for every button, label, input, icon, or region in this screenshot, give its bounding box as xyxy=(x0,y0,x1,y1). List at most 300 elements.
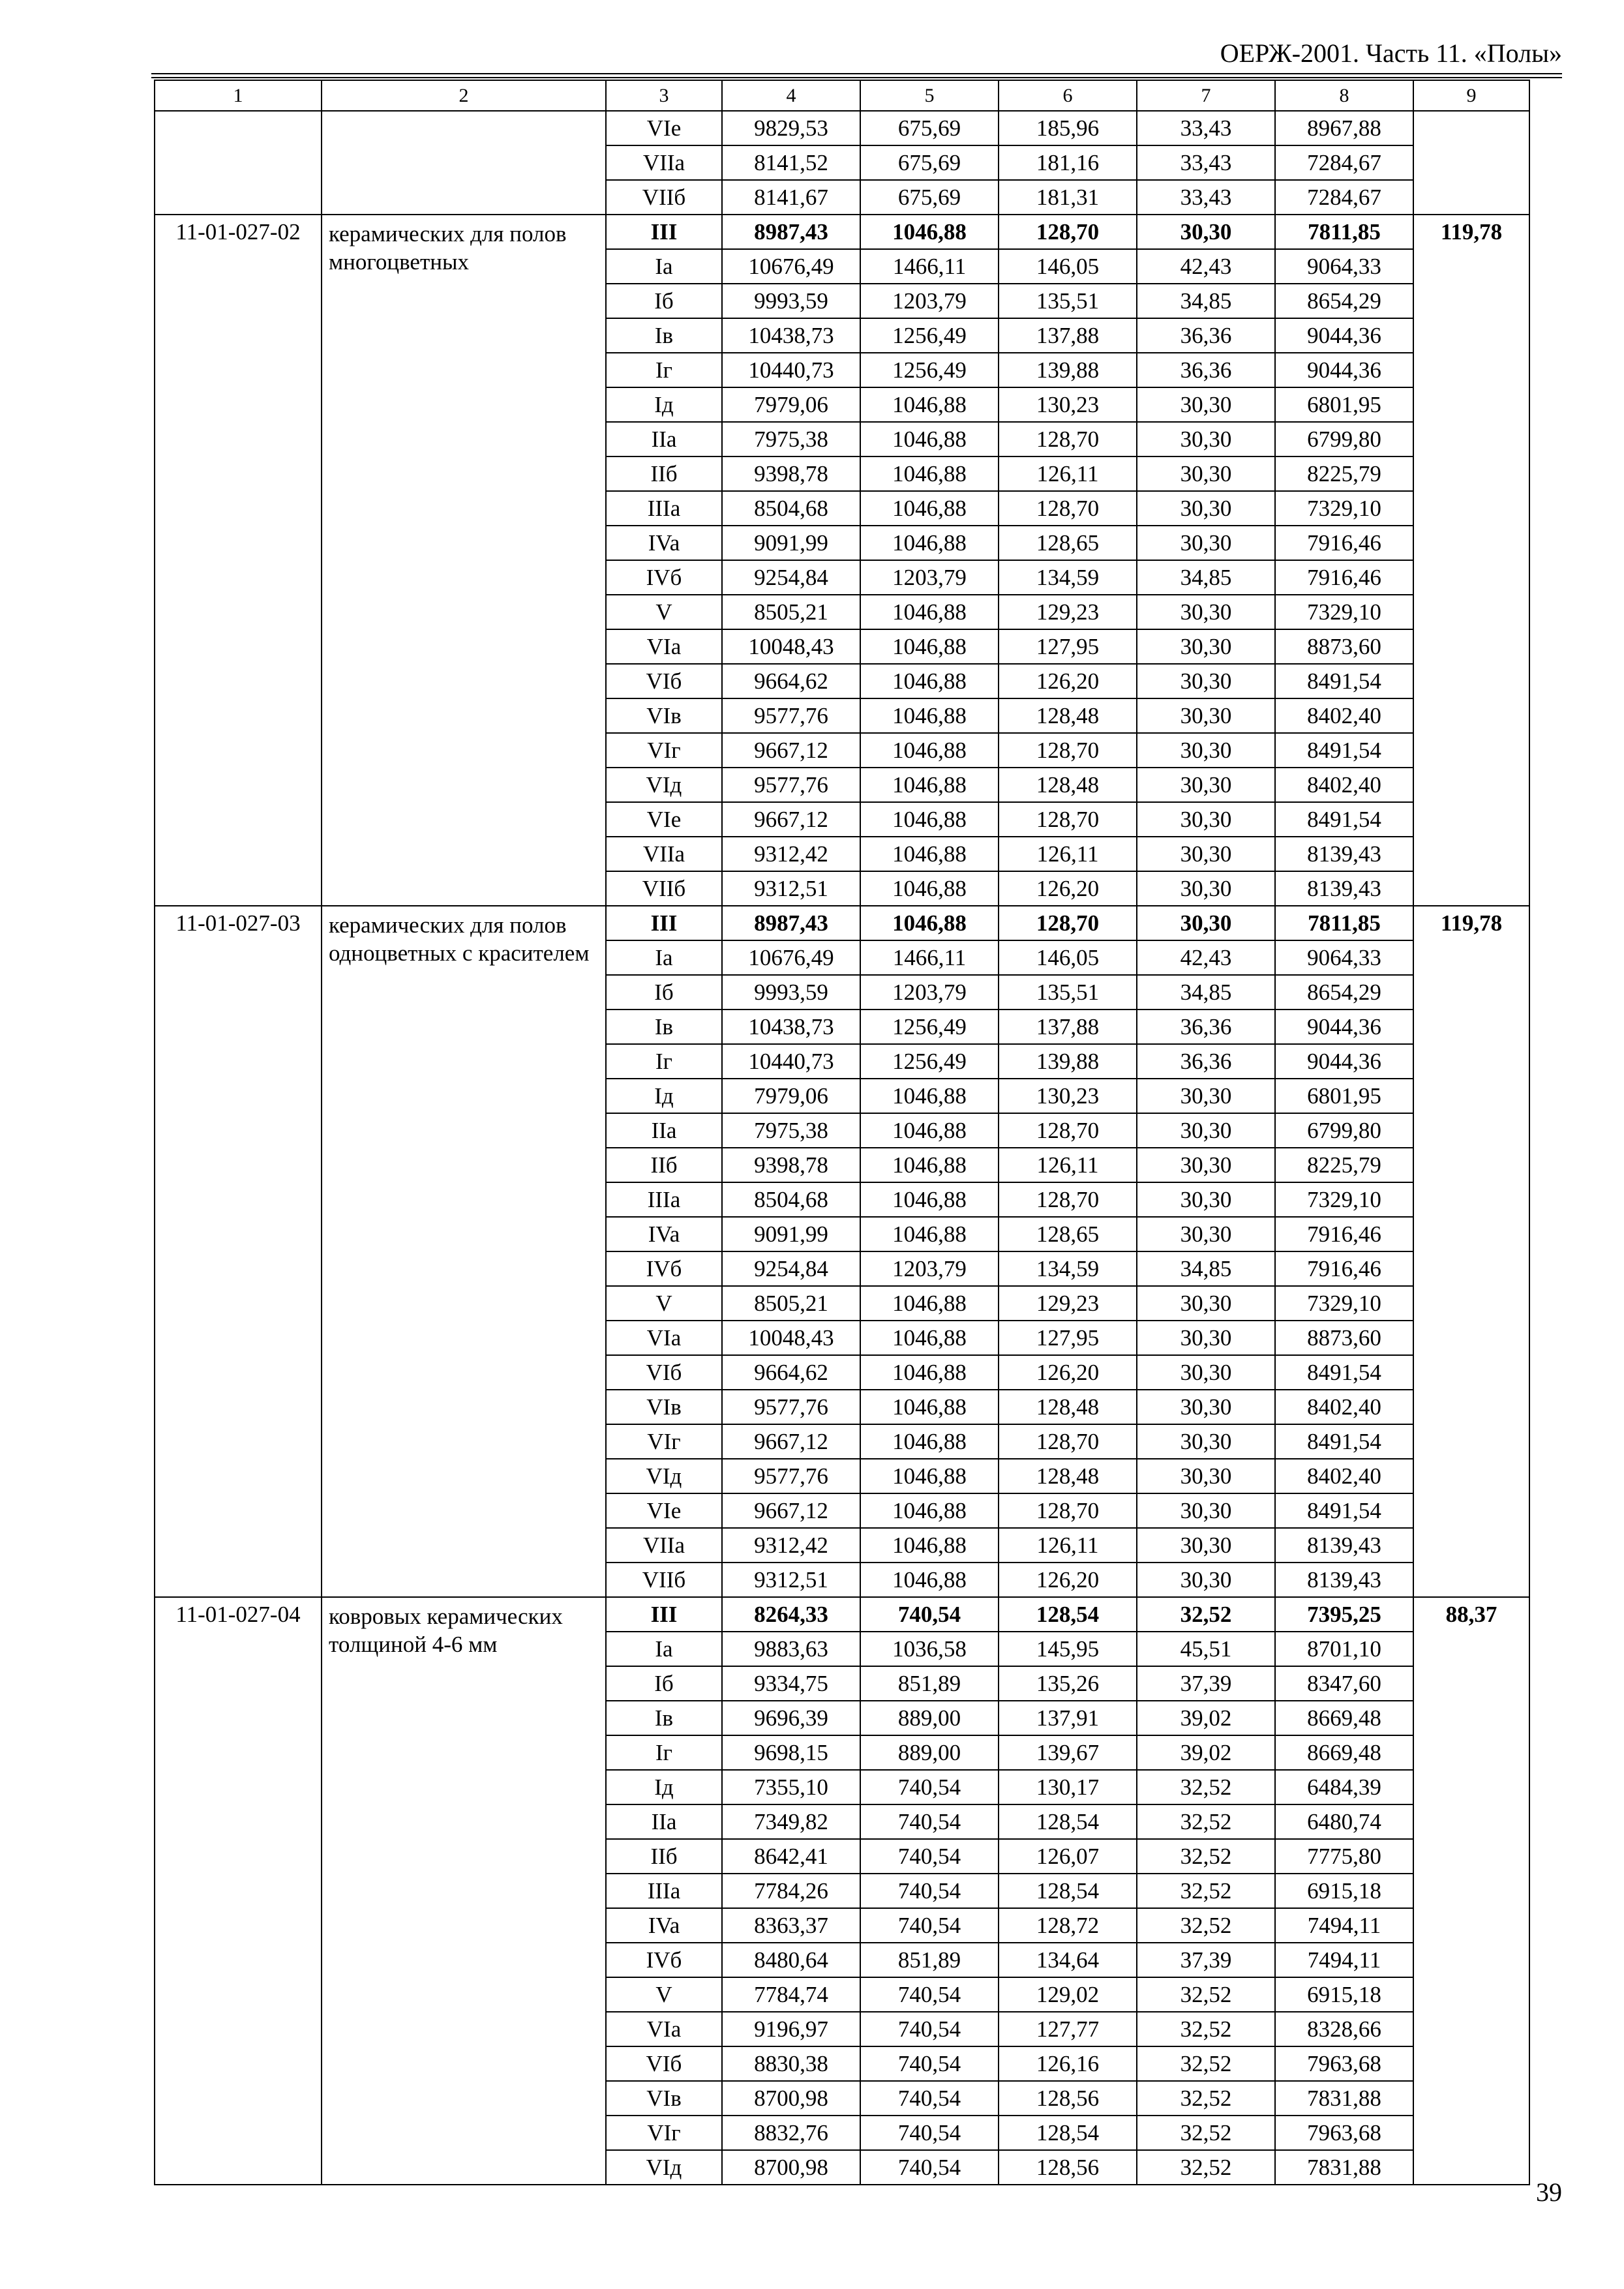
value-cell-c4: 7349,82 xyxy=(722,1804,860,1839)
value-cell-c7: 30,30 xyxy=(1137,1217,1275,1251)
value-cell-c8: 7329,10 xyxy=(1275,1182,1413,1217)
value-cell-c7: 32,52 xyxy=(1137,1804,1275,1839)
zone-cell: III xyxy=(606,215,722,249)
value-cell-c8: 8491,54 xyxy=(1275,664,1413,698)
value-cell-c5: 1046,88 xyxy=(860,664,999,698)
value-cell-c8: 7916,46 xyxy=(1275,526,1413,560)
zone-cell: Iб xyxy=(606,284,722,318)
value-cell-c8: 8491,54 xyxy=(1275,802,1413,837)
value-cell-c6: 137,88 xyxy=(999,1010,1137,1044)
zone-cell: Iд xyxy=(606,1770,722,1804)
zone-cell: VIв xyxy=(606,698,722,733)
value-cell-c7: 32,52 xyxy=(1137,1770,1275,1804)
value-cell-c7: 37,39 xyxy=(1137,1943,1275,1977)
zone-cell: VIIб xyxy=(606,1563,722,1597)
zone-cell: IVa xyxy=(606,1217,722,1251)
zone-cell: VIг xyxy=(606,733,722,768)
value-cell-c7: 30,30 xyxy=(1137,491,1275,526)
value-cell-c5: 675,69 xyxy=(860,111,999,145)
value-cell-c8: 8139,43 xyxy=(1275,837,1413,871)
zone-cell: VIг xyxy=(606,2116,722,2150)
table-row xyxy=(155,906,1529,940)
value-cell-c8: 8491,54 xyxy=(1275,1355,1413,1390)
value-cell-c5: 740,54 xyxy=(860,2046,999,2081)
value-cell-c8: 9044,36 xyxy=(1275,1044,1413,1079)
value-cell-c5: 1046,88 xyxy=(860,526,999,560)
value-cell-c6: 126,07 xyxy=(999,1839,1137,1874)
value-cell-c7: 45,51 xyxy=(1137,1632,1275,1666)
value-cell-c5: 1046,88 xyxy=(860,871,999,906)
value-cell-c7: 32,52 xyxy=(1137,1597,1275,1632)
zone-cell: Iб xyxy=(606,975,722,1010)
zone-cell: IIa xyxy=(606,1113,722,1148)
value-cell-c4: 9667,12 xyxy=(722,802,860,837)
value-cell-c8: 7811,85 xyxy=(1275,215,1413,249)
value-cell-c6: 128,70 xyxy=(999,733,1137,768)
value-cell-c7: 30,30 xyxy=(1137,595,1275,629)
value-cell-c5: 740,54 xyxy=(860,1770,999,1804)
value-cell-c7: 30,30 xyxy=(1137,733,1275,768)
column-number: 7 xyxy=(1137,80,1275,111)
value-cell-c4: 9667,12 xyxy=(722,1424,860,1459)
value-cell-c7: 32,52 xyxy=(1137,2081,1275,2116)
value-cell-c4: 8264,33 xyxy=(722,1597,860,1632)
zone-cell: III xyxy=(606,1597,722,1632)
value-cell-c8: 7916,46 xyxy=(1275,560,1413,595)
value-cell-c7: 30,30 xyxy=(1137,1563,1275,1597)
value-cell-c5: 1046,88 xyxy=(860,1459,999,1493)
zone-cell: Iг xyxy=(606,1735,722,1770)
value-cell-c4: 9883,63 xyxy=(722,1632,860,1666)
zone-cell: VIб xyxy=(606,1355,722,1390)
value-cell-c7: 33,43 xyxy=(1137,145,1275,180)
value-cell-c8: 7963,68 xyxy=(1275,2116,1413,2150)
value-cell-c7: 33,43 xyxy=(1137,111,1275,145)
value-cell-c4: 8700,98 xyxy=(722,2150,860,2185)
value-cell-c4: 10440,73 xyxy=(722,353,860,387)
value-cell-c5: 1046,88 xyxy=(860,1286,999,1321)
zone-cell: IIб xyxy=(606,456,722,491)
value-cell-c5: 740,54 xyxy=(860,1874,999,1908)
value-cell-c8: 8225,79 xyxy=(1275,456,1413,491)
value-cell-c8: 8328,66 xyxy=(1275,2012,1413,2046)
value-cell-c5: 1046,88 xyxy=(860,491,999,526)
value-cell-c8: 6915,18 xyxy=(1275,1977,1413,2012)
value-cell-c4: 8363,37 xyxy=(722,1908,860,1943)
value-cell-c8: 8654,29 xyxy=(1275,975,1413,1010)
value-cell-c8: 8347,60 xyxy=(1275,1666,1413,1701)
value-cell-c5: 740,54 xyxy=(860,1804,999,1839)
value-cell-c6: 181,16 xyxy=(999,145,1137,180)
value-cell-c7: 32,52 xyxy=(1137,1908,1275,1943)
value-cell-c4: 8830,38 xyxy=(722,2046,860,2081)
value-cell-c6: 128,48 xyxy=(999,698,1137,733)
value-cell-c5: 1046,88 xyxy=(860,802,999,837)
price-table xyxy=(154,80,1530,2185)
value-cell-c8: 6799,80 xyxy=(1275,422,1413,456)
zone-cell: VIIa xyxy=(606,1528,722,1563)
value-cell-c7: 42,43 xyxy=(1137,249,1275,284)
value-cell-c4: 8505,21 xyxy=(722,595,860,629)
zone-cell: VIa xyxy=(606,629,722,664)
value-cell-c5: 889,00 xyxy=(860,1701,999,1735)
value-cell-c4: 9993,59 xyxy=(722,284,860,318)
zone-cell: IIIa xyxy=(606,491,722,526)
zone-cell: VIб xyxy=(606,664,722,698)
value-cell-c5: 1046,88 xyxy=(860,1079,999,1113)
value-cell-c4: 9993,59 xyxy=(722,975,860,1010)
zone-cell: IIб xyxy=(606,1148,722,1182)
value-cell-c4: 9577,76 xyxy=(722,1390,860,1424)
value-cell-c4: 10048,43 xyxy=(722,629,860,664)
value-cell-c7: 30,30 xyxy=(1137,1390,1275,1424)
value-cell-c8: 8402,40 xyxy=(1275,1390,1413,1424)
value-cell-c8: 8225,79 xyxy=(1275,1148,1413,1182)
value-cell-c7: 30,30 xyxy=(1137,837,1275,871)
value-cell-c4: 9667,12 xyxy=(722,1493,860,1528)
value-cell-c7: 30,30 xyxy=(1137,1493,1275,1528)
page-number: 39 xyxy=(1536,2177,1562,2207)
value-cell-c6: 130,23 xyxy=(999,1079,1137,1113)
extra-value: 119,78 xyxy=(1413,906,1529,1597)
value-cell-c6: 127,95 xyxy=(999,629,1137,664)
value-cell-c7: 30,30 xyxy=(1137,664,1275,698)
value-cell-c6: 128,48 xyxy=(999,1459,1137,1493)
value-cell-c7: 30,30 xyxy=(1137,906,1275,940)
zone-cell: IVa xyxy=(606,1908,722,1943)
value-cell-c4: 9698,15 xyxy=(722,1735,860,1770)
zone-cell: IVб xyxy=(606,1251,722,1286)
value-cell-c8: 7775,80 xyxy=(1275,1839,1413,1874)
zone-cell: VIб xyxy=(606,2046,722,2081)
column-number-row xyxy=(155,80,1529,111)
value-cell-c7: 30,30 xyxy=(1137,1148,1275,1182)
zone-cell: IVa xyxy=(606,526,722,560)
value-cell-c6: 128,54 xyxy=(999,1597,1137,1632)
value-cell-c6: 129,23 xyxy=(999,595,1137,629)
value-cell-c5: 889,00 xyxy=(860,1735,999,1770)
value-cell-c5: 1256,49 xyxy=(860,1010,999,1044)
value-cell-c4: 10438,73 xyxy=(722,318,860,353)
value-cell-c5: 1466,11 xyxy=(860,940,999,975)
value-cell-c6: 128,56 xyxy=(999,2150,1137,2185)
zone-cell: VIe xyxy=(606,802,722,837)
value-cell-c6: 126,20 xyxy=(999,1355,1137,1390)
value-cell-c8: 9064,33 xyxy=(1275,249,1413,284)
value-cell-c6: 181,31 xyxy=(999,180,1137,215)
value-cell-c8: 8402,40 xyxy=(1275,768,1413,802)
value-cell-c8: 8873,60 xyxy=(1275,1321,1413,1355)
rate-description: керамических для полов многоцветных xyxy=(322,215,606,906)
value-cell-c5: 1046,88 xyxy=(860,1217,999,1251)
value-cell-c4: 9664,62 xyxy=(722,664,860,698)
value-cell-c8: 7494,11 xyxy=(1275,1943,1413,1977)
zone-cell: V xyxy=(606,1286,722,1321)
value-cell-c6: 139,67 xyxy=(999,1735,1137,1770)
value-cell-c4: 8987,43 xyxy=(722,215,860,249)
value-cell-c5: 1046,88 xyxy=(860,1148,999,1182)
table-row xyxy=(155,1597,1529,1632)
extra-value xyxy=(1413,111,1529,215)
value-cell-c8: 8669,48 xyxy=(1275,1701,1413,1735)
zone-cell: VIIб xyxy=(606,180,722,215)
extra-value: 88,37 xyxy=(1413,1597,1529,2185)
value-cell-c7: 33,43 xyxy=(1137,180,1275,215)
value-cell-c8: 7284,67 xyxy=(1275,180,1413,215)
value-cell-c5: 1046,88 xyxy=(860,1355,999,1390)
value-cell-c5: 1046,88 xyxy=(860,215,999,249)
value-cell-c4: 9667,12 xyxy=(722,733,860,768)
value-cell-c6: 128,70 xyxy=(999,491,1137,526)
value-cell-c7: 30,30 xyxy=(1137,1528,1275,1563)
column-number: 8 xyxy=(1275,80,1413,111)
value-cell-c7: 30,30 xyxy=(1137,456,1275,491)
column-number: 4 xyxy=(722,80,860,111)
value-cell-c6: 145,95 xyxy=(999,1632,1137,1666)
value-cell-c5: 1046,88 xyxy=(860,906,999,940)
rate-code xyxy=(155,111,322,215)
value-cell-c7: 36,36 xyxy=(1137,318,1275,353)
column-number: 5 xyxy=(860,80,999,111)
value-cell-c8: 7811,85 xyxy=(1275,906,1413,940)
value-cell-c6: 128,70 xyxy=(999,1113,1137,1148)
value-cell-c5: 1046,88 xyxy=(860,698,999,733)
value-cell-c6: 128,70 xyxy=(999,215,1137,249)
value-cell-c6: 127,77 xyxy=(999,2012,1137,2046)
zone-cell: IIIa xyxy=(606,1874,722,1908)
value-cell-c7: 30,30 xyxy=(1137,698,1275,733)
rate-description xyxy=(322,111,606,215)
value-cell-c6: 127,95 xyxy=(999,1321,1137,1355)
value-cell-c4: 8141,52 xyxy=(722,145,860,180)
value-cell-c6: 128,56 xyxy=(999,2081,1137,2116)
value-cell-c7: 32,52 xyxy=(1137,2046,1275,2081)
value-cell-c6: 128,54 xyxy=(999,2116,1137,2150)
value-cell-c5: 740,54 xyxy=(860,1977,999,2012)
zone-cell: VIв xyxy=(606,1390,722,1424)
value-cell-c6: 135,26 xyxy=(999,1666,1137,1701)
zone-cell: IIa xyxy=(606,422,722,456)
value-cell-c5: 851,89 xyxy=(860,1943,999,1977)
value-cell-c5: 1046,88 xyxy=(860,1321,999,1355)
value-cell-c6: 137,91 xyxy=(999,1701,1137,1735)
value-cell-c8: 7329,10 xyxy=(1275,1286,1413,1321)
zone-cell: Ia xyxy=(606,940,722,975)
value-cell-c4: 10676,49 xyxy=(722,940,860,975)
zone-cell: VIв xyxy=(606,2081,722,2116)
value-cell-c7: 34,85 xyxy=(1137,975,1275,1010)
value-cell-c6: 137,88 xyxy=(999,318,1137,353)
value-cell-c4: 9312,51 xyxy=(722,1563,860,1597)
value-cell-c7: 30,30 xyxy=(1137,422,1275,456)
value-cell-c5: 1046,88 xyxy=(860,1563,999,1597)
value-cell-c4: 9254,84 xyxy=(722,560,860,595)
header-rule xyxy=(151,73,1562,74)
value-cell-c5: 1046,88 xyxy=(860,837,999,871)
value-cell-c5: 675,69 xyxy=(860,145,999,180)
value-cell-c5: 1036,58 xyxy=(860,1632,999,1666)
value-cell-c7: 30,30 xyxy=(1137,1459,1275,1493)
value-cell-c6: 126,20 xyxy=(999,664,1137,698)
value-cell-c5: 1046,88 xyxy=(860,1528,999,1563)
value-cell-c7: 37,39 xyxy=(1137,1666,1275,1701)
value-cell-c8: 6801,95 xyxy=(1275,387,1413,422)
value-cell-c5: 1046,88 xyxy=(860,595,999,629)
value-cell-c7: 30,30 xyxy=(1137,1113,1275,1148)
zone-cell: Iв xyxy=(606,318,722,353)
value-cell-c8: 9044,36 xyxy=(1275,353,1413,387)
value-cell-c5: 740,54 xyxy=(860,1597,999,1632)
column-number: 1 xyxy=(155,80,322,111)
value-cell-c8: 8669,48 xyxy=(1275,1735,1413,1770)
value-cell-c6: 130,17 xyxy=(999,1770,1137,1804)
zone-cell: VIIб xyxy=(606,871,722,906)
table-row xyxy=(155,215,1529,249)
value-cell-c8: 7963,68 xyxy=(1275,2046,1413,2081)
value-cell-c6: 129,02 xyxy=(999,1977,1137,2012)
value-cell-c6: 126,11 xyxy=(999,837,1137,871)
zone-cell: Iд xyxy=(606,387,722,422)
value-cell-c5: 1046,88 xyxy=(860,1424,999,1459)
value-cell-c8: 7284,67 xyxy=(1275,145,1413,180)
zone-cell: Iг xyxy=(606,1044,722,1079)
value-cell-c4: 9254,84 xyxy=(722,1251,860,1286)
value-cell-c4: 9196,97 xyxy=(722,2012,860,2046)
value-cell-c4: 9577,76 xyxy=(722,1459,860,1493)
zone-cell: VIIa xyxy=(606,145,722,180)
value-cell-c5: 1046,88 xyxy=(860,733,999,768)
value-cell-c4: 7979,06 xyxy=(722,387,860,422)
value-cell-c6: 126,20 xyxy=(999,871,1137,906)
value-cell-c7: 30,30 xyxy=(1137,802,1275,837)
value-cell-c6: 128,72 xyxy=(999,1908,1137,1943)
value-cell-c7: 30,30 xyxy=(1137,1355,1275,1390)
value-cell-c4: 9664,62 xyxy=(722,1355,860,1390)
value-cell-c4: 9577,76 xyxy=(722,768,860,802)
value-cell-c8: 7831,88 xyxy=(1275,2150,1413,2185)
value-cell-c7: 32,52 xyxy=(1137,2150,1275,2185)
value-cell-c8: 6484,39 xyxy=(1275,1770,1413,1804)
value-cell-c4: 8504,68 xyxy=(722,491,860,526)
value-cell-c5: 1046,88 xyxy=(860,629,999,664)
zone-cell: VIд xyxy=(606,1459,722,1493)
value-cell-c5: 1046,88 xyxy=(860,422,999,456)
zone-cell: III xyxy=(606,906,722,940)
value-cell-c4: 7979,06 xyxy=(722,1079,860,1113)
value-cell-c8: 7916,46 xyxy=(1275,1251,1413,1286)
value-cell-c4: 7784,74 xyxy=(722,1977,860,2012)
value-cell-c4: 9829,53 xyxy=(722,111,860,145)
rate-code: 11-01-027-04 xyxy=(155,1597,322,2185)
value-cell-c6: 128,65 xyxy=(999,526,1137,560)
value-cell-c6: 146,05 xyxy=(999,940,1137,975)
zone-cell: VIe xyxy=(606,1493,722,1528)
value-cell-c7: 39,02 xyxy=(1137,1735,1275,1770)
zone-cell: IIIa xyxy=(606,1182,722,1217)
value-cell-c6: 128,65 xyxy=(999,1217,1137,1251)
zone-cell: IIa xyxy=(606,1804,722,1839)
value-cell-c8: 7494,11 xyxy=(1275,1908,1413,1943)
value-cell-c6: 126,20 xyxy=(999,1563,1137,1597)
zone-cell: IVб xyxy=(606,1943,722,1977)
rate-code: 11-01-027-02 xyxy=(155,215,322,906)
value-cell-c7: 30,30 xyxy=(1137,387,1275,422)
value-cell-c7: 36,36 xyxy=(1137,353,1275,387)
value-cell-c6: 128,70 xyxy=(999,1424,1137,1459)
value-cell-c6: 126,11 xyxy=(999,1148,1137,1182)
value-cell-c7: 36,36 xyxy=(1137,1044,1275,1079)
value-cell-c4: 7355,10 xyxy=(722,1770,860,1804)
value-cell-c4: 9091,99 xyxy=(722,526,860,560)
value-cell-c6: 126,11 xyxy=(999,456,1137,491)
value-cell-c4: 10676,49 xyxy=(722,249,860,284)
value-cell-c5: 1466,11 xyxy=(860,249,999,284)
value-cell-c4: 9312,42 xyxy=(722,1528,860,1563)
value-cell-c8: 6915,18 xyxy=(1275,1874,1413,1908)
value-cell-c8: 6799,80 xyxy=(1275,1113,1413,1148)
value-cell-c4: 10048,43 xyxy=(722,1321,860,1355)
value-cell-c8: 8139,43 xyxy=(1275,871,1413,906)
value-cell-c5: 1203,79 xyxy=(860,1251,999,1286)
value-cell-c6: 128,70 xyxy=(999,802,1137,837)
value-cell-c7: 32,52 xyxy=(1137,1839,1275,1874)
value-cell-c7: 30,30 xyxy=(1137,1424,1275,1459)
value-cell-c5: 851,89 xyxy=(860,1666,999,1701)
value-cell-c5: 1203,79 xyxy=(860,560,999,595)
value-cell-c8: 7831,88 xyxy=(1275,2081,1413,2116)
value-cell-c5: 1046,88 xyxy=(860,456,999,491)
value-cell-c8: 8491,54 xyxy=(1275,1493,1413,1528)
zone-cell: VIд xyxy=(606,768,722,802)
value-cell-c5: 1256,49 xyxy=(860,1044,999,1079)
value-cell-c4: 7975,38 xyxy=(722,422,860,456)
value-cell-c8: 6801,95 xyxy=(1275,1079,1413,1113)
value-cell-c6: 128,70 xyxy=(999,1493,1137,1528)
value-cell-c8: 8491,54 xyxy=(1275,1424,1413,1459)
zone-cell: IIб xyxy=(606,1839,722,1874)
zone-cell: V xyxy=(606,1977,722,2012)
value-cell-c5: 740,54 xyxy=(860,1839,999,1874)
value-cell-c7: 34,85 xyxy=(1137,1251,1275,1286)
value-cell-c7: 30,30 xyxy=(1137,215,1275,249)
value-cell-c5: 1046,88 xyxy=(860,387,999,422)
value-cell-c5: 1256,49 xyxy=(860,318,999,353)
value-cell-c4: 9312,51 xyxy=(722,871,860,906)
value-cell-c7: 30,30 xyxy=(1137,526,1275,560)
value-cell-c6: 129,23 xyxy=(999,1286,1137,1321)
value-cell-c8: 8402,40 xyxy=(1275,698,1413,733)
value-cell-c7: 42,43 xyxy=(1137,940,1275,975)
zone-cell: VIг xyxy=(606,1424,722,1459)
value-cell-c5: 1046,88 xyxy=(860,1113,999,1148)
value-cell-c4: 10440,73 xyxy=(722,1044,860,1079)
value-cell-c6: 128,70 xyxy=(999,1182,1137,1217)
zone-cell: Iг xyxy=(606,353,722,387)
value-cell-c7: 39,02 xyxy=(1137,1701,1275,1735)
rate-code: 11-01-027-03 xyxy=(155,906,322,1597)
value-cell-c6: 128,54 xyxy=(999,1874,1137,1908)
value-cell-c4: 8700,98 xyxy=(722,2081,860,2116)
value-cell-c6: 134,59 xyxy=(999,1251,1137,1286)
value-cell-c7: 34,85 xyxy=(1137,284,1275,318)
value-cell-c8: 7395,25 xyxy=(1275,1597,1413,1632)
value-cell-c7: 36,36 xyxy=(1137,1010,1275,1044)
value-cell-c6: 134,59 xyxy=(999,560,1137,595)
zone-cell: V xyxy=(606,595,722,629)
value-cell-c6: 130,23 xyxy=(999,387,1137,422)
value-cell-c5: 740,54 xyxy=(860,2012,999,2046)
value-cell-c7: 30,30 xyxy=(1137,768,1275,802)
